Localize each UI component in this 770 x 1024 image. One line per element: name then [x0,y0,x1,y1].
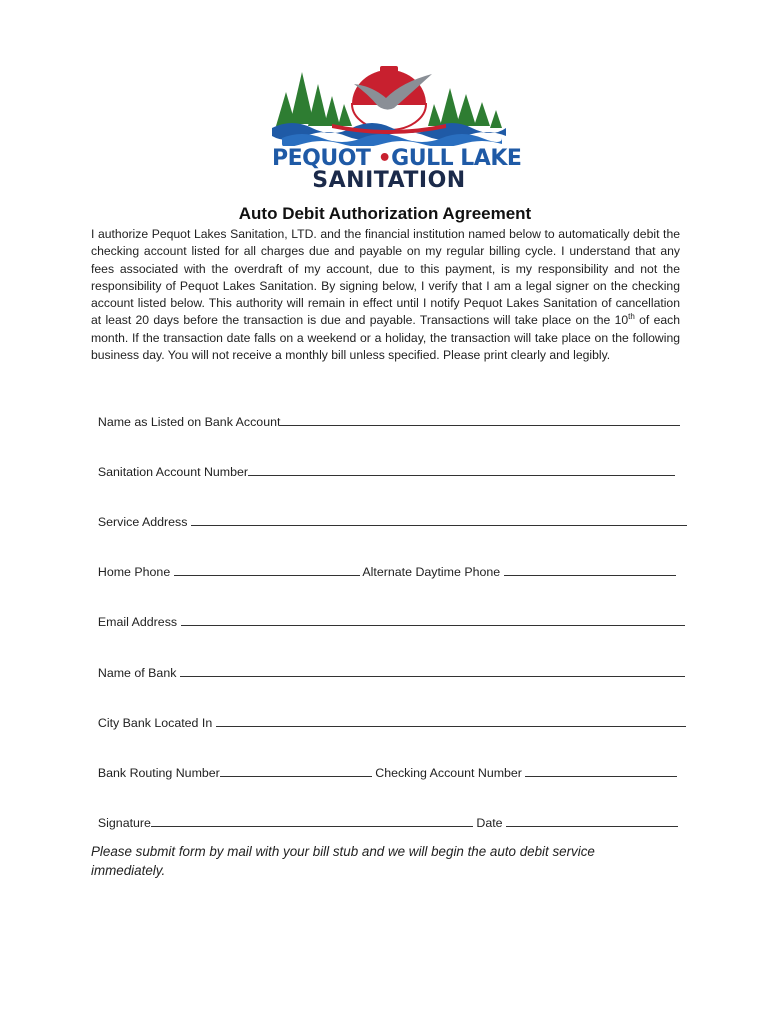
checking-account-input-line[interactable] [525,765,677,777]
field-label: Sanitation Account Number [97,465,249,479]
home-phone-input-line[interactable] [174,564,360,576]
sanitation-account-input-line[interactable] [248,464,675,476]
field-service-address [91,500,687,529]
routing-number-input-line[interactable] [220,765,372,777]
field-name-on-account [91,400,680,429]
field-label: City Bank Located In [97,716,216,730]
field-label: Bank Routing Number [97,766,220,780]
logo-wordmark-line2: SANITATION [312,168,466,193]
field-phones [91,550,676,579]
form-title: Auto Debit Authorization Agreement [238,204,532,223]
field-label: Signature [97,816,151,830]
signature-input-line[interactable] [151,815,473,827]
service-address-input-line[interactable] [191,514,687,526]
field-bank-name [91,651,685,680]
field-bank-numbers [91,751,677,780]
field-label: Service Address [97,515,191,529]
field-sanitation-account [91,450,675,479]
company-logo [272,64,522,194]
email-input-line[interactable] [181,614,685,626]
bank-city-input-line[interactable] [216,715,686,727]
name-on-account-input-line[interactable] [280,414,680,426]
field-label: Checking Account Number [371,766,526,780]
field-label: Name as Listed on Bank Account [97,415,281,429]
authorization-paragraph: I authorize Pequot Lakes Sanitation, LTD. and the financial institution named below to automatically debit the checking account listed for all charges due and payable on my regular billing cycle. I understand that any fees associated with the overdraft of my account, due to this payment, is my responsibility and not the responsibility of Pequot Lakes Sanitation. By signing below, I verify that I am a legal signer on the checking account listed below. This authority will remain in effect until I notify Pequot Lakes Sanitation of cancellation at least 20 days before the transaction is due and payable. Transactions will take place on the 10th of each month. If the transaction date falls on a weekend or a holiday, the transaction will take place on the following business day. You will not receive a monthly bill unless specified. Please print clearly and legibly. [91,227,680,363]
field-label: Date [472,816,506,830]
alternate-phone-input-line[interactable] [504,564,676,576]
field-label: Home Phone [97,565,174,579]
date-input-line[interactable] [506,815,678,827]
field-bank-city [91,701,686,730]
bank-name-input-line[interactable] [180,665,685,677]
logo-wordmark-line1: PEQUOT •GULL LAKE [272,146,522,171]
field-label: Email Address [97,615,181,629]
logo-emblem-icon [272,64,506,146]
field-email [91,600,685,629]
field-label: Name of Bank [97,666,180,680]
submission-note: Please submit form by mail with your bill stub and we will begin the auto debit service immediately. [91,844,595,878]
field-signature-date [91,801,678,830]
field-label: Alternate Daytime Phone [359,565,504,579]
